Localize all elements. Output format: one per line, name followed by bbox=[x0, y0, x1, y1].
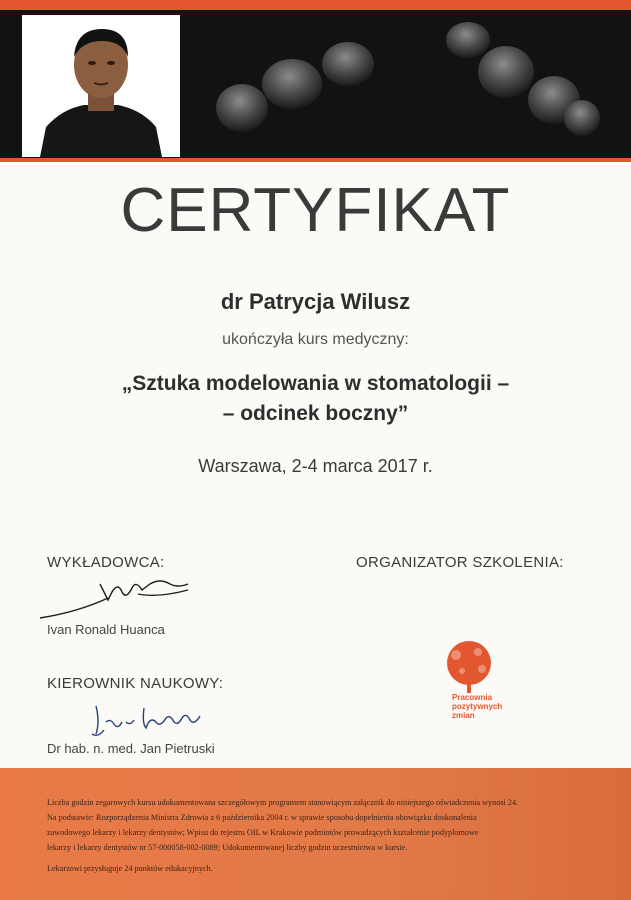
footer-line-3: zawodowego lekarzy i lekarzy dentystów; Wpisu do rejestru OIL w Krakowie podmiotów prowadzących kształcenie podyplomowe bbox=[47, 828, 479, 837]
lecturer-portrait-photo bbox=[22, 15, 180, 157]
lecturer-signature bbox=[38, 570, 198, 630]
place-and-date: Warszawa, 2-4 marca 2017 r. bbox=[198, 456, 433, 476]
scientific-director-signature bbox=[90, 700, 210, 745]
footer-legal-text bbox=[47, 795, 597, 876]
logo-text-line-1: Pracownia bbox=[452, 693, 493, 702]
footer-line-2: Na podstawie: Rozporządzenia Ministra Zdrowia z 6 października 2004 r. w sprawie sposobu dopełnienia obowiązku doskonalenia bbox=[47, 813, 477, 822]
molar-teeth-image bbox=[200, 12, 631, 158]
footer-band bbox=[0, 768, 631, 900]
header-orange-rule bbox=[0, 158, 631, 162]
completion-statement: ukończyła kurs medyczny: bbox=[222, 331, 409, 348]
footer-line-5: Lekarzowi przysługuje 24 punktów edukacyjnych. bbox=[47, 864, 213, 873]
organizer-tree-logo bbox=[438, 637, 500, 699]
lecturer-label: WYKŁADOWCA: bbox=[47, 554, 165, 571]
organizer-label: ORGANIZATOR SZKOLENIA: bbox=[356, 554, 564, 571]
footer-line-4: lekarzy i lekarzy dentystów nr 57-000058-002-0089; Udokumentowanej liczby godzin uczestnictwa w kursie. bbox=[47, 843, 408, 852]
course-title bbox=[0, 369, 631, 429]
certificate-title: CERTYFIKAT bbox=[120, 176, 511, 245]
organizer-logo-text bbox=[452, 693, 522, 720]
logo-text-line-3: zmian bbox=[452, 711, 475, 720]
recipient-name: dr Patrycja Wilusz bbox=[220, 289, 411, 314]
course-title-line-1: „Sztuka modelowania w stomatologii – bbox=[121, 372, 510, 395]
top-orange-strip bbox=[0, 0, 631, 10]
scientific-director-name: Dr hab. n. med. Jan Pietruski bbox=[47, 741, 215, 756]
logo-text-line-2: pozytywnych bbox=[452, 702, 503, 711]
footer-line-1: Liczba godzin zegarowych kursu udokumentowana szczegółowym programem stanowiącym załącznik do niniejszego oświadczenia wynosi 24. bbox=[47, 798, 519, 807]
scientific-director-label: KIEROWNIK NAUKOWY: bbox=[47, 675, 224, 692]
lecturer-name: Ivan Ronald Huanca bbox=[47, 622, 165, 637]
course-title-line-2: – odcinek boczny” bbox=[222, 402, 409, 425]
